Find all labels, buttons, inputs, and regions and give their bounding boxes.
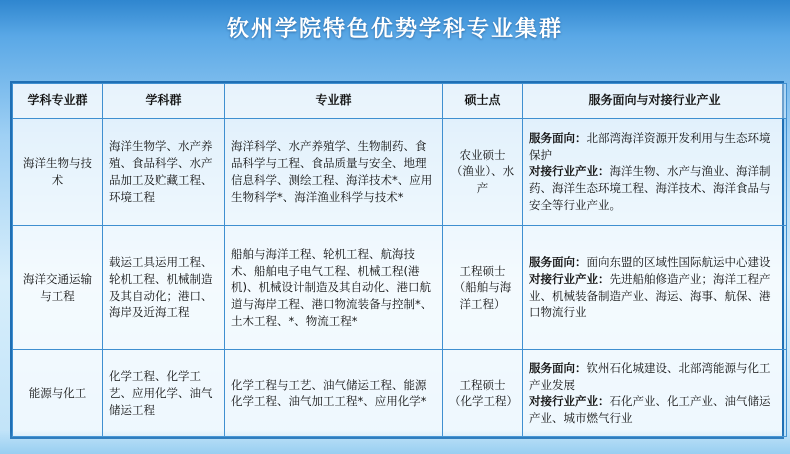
service-text: 面向东盟的区域性国际航运中心建设 — [586, 255, 771, 270]
service-line — [529, 254, 780, 271]
table-header-row — [13, 84, 787, 119]
cell-masters: 农业硕士（渔业）、水产 — [443, 119, 523, 226]
service-label: 服务面向： — [529, 255, 587, 270]
background-wave — [0, 430, 790, 454]
cell-service — [523, 350, 787, 437]
service-label: 服务面向： — [529, 131, 587, 146]
industry-line — [529, 163, 780, 213]
cell-masters: 工程硕士（化学工程） — [443, 350, 523, 437]
discipline-table — [10, 81, 784, 439]
cell-disciplines: 海洋生物学、水产养殖、食品科学、水产品加工及贮藏工程、环境工程 — [103, 119, 225, 226]
table-row — [13, 119, 787, 226]
industry-text: 先进船舶修造产业；海洋工程产业、机械装备制造产业、海运、海事、航保、港口物流行业 — [529, 271, 771, 320]
cell-majors: 船舶与海洋工程、轮机工程、航海技术、船舶电子电气工程、机械工程(港机)、机械设计制造及其自动化、港口航道与海岸工程、港口物流装备与控制*、土木工程、*、物流工程* — [225, 225, 443, 350]
header-disciplines: 学科群 — [103, 84, 225, 119]
industry-line — [529, 393, 780, 426]
cell-majors: 化学工程与工艺、油气储运工程、能源化学工程、油气加工工程*、应用化学* — [225, 350, 443, 437]
page-title: 钦州学院特色优势学科专业集群 — [226, 17, 563, 42]
header-group: 学科专业群 — [13, 84, 103, 119]
industry-text: 海洋生物、水产与渔业、海洋制药、海洋生态环境工程、海洋技术、海洋食品与安全等行业产业。 — [529, 164, 771, 212]
industry-label: 对接行业产业： — [529, 394, 610, 409]
cell-group: 海洋交通运输与工程 — [13, 225, 103, 350]
industry-label: 对接行业产业： — [529, 271, 610, 286]
industry-line — [529, 271, 780, 321]
header-masters: 硕士点 — [443, 84, 523, 119]
cell-service — [523, 119, 787, 226]
service-line — [529, 360, 780, 393]
cell-service — [523, 225, 787, 350]
industry-label: 对接行业产业： — [529, 164, 610, 179]
header-service: 服务面向与对接行业产业 — [523, 84, 787, 119]
industry-text: 石化产业、化工产业、油气储运产业、城市燃气行业 — [529, 394, 771, 425]
cell-group: 海洋生物与技术 — [13, 119, 103, 226]
header-majors: 专业群 — [225, 84, 443, 119]
table-row — [13, 350, 787, 437]
service-line — [529, 130, 780, 163]
service-label: 服务面向： — [529, 360, 587, 375]
cell-group: 能源与化工 — [13, 350, 103, 437]
cell-disciplines: 载运工具运用工程、轮机工程、机械制造及其自动化；港口、海岸及近海工程 — [103, 225, 225, 350]
service-text: 钦州石化城建设、北部湾能源与化工产业发展 — [529, 360, 771, 392]
cell-majors: 海洋科学、水产养殖学、生物制药、食品科学与工程、食品质量与安全、地理信息科学、测绘工程、海洋技术*、应用生物科学*、海洋渔业科学与技术* — [225, 119, 443, 226]
cell-disciplines: 化学工程、化学工艺、应用化学、油气储运工程 — [103, 350, 225, 437]
table-row — [13, 225, 787, 350]
service-text: 北部湾海洋资源开发利用与生态环境保护 — [529, 131, 771, 162]
cell-masters: 工程硕士（船舶与海洋工程） — [443, 225, 523, 350]
